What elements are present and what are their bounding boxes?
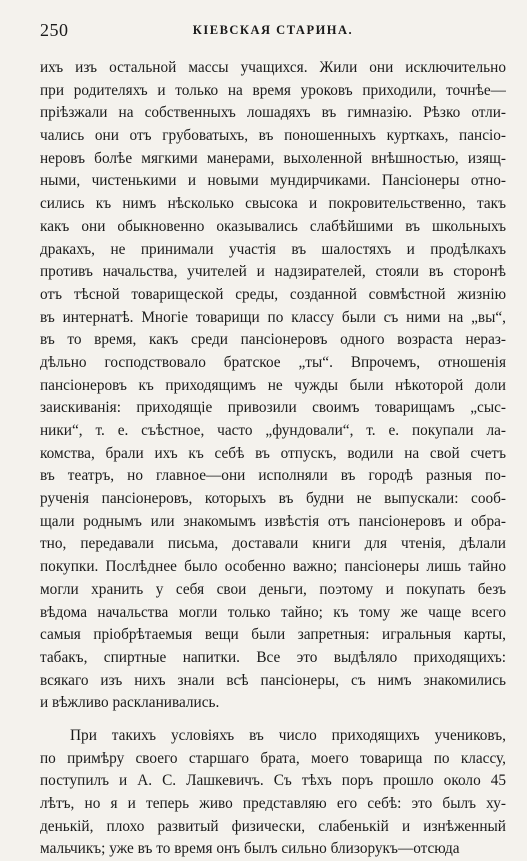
paragraph xyxy=(40,725,506,861)
text-line: табакъ, спиртные напитки. Все это выдѣляло приходящихъ: xyxy=(40,648,506,666)
text-line: дракахъ, не принимали участія въ шалостяхъ и продѣлкахъ xyxy=(40,240,506,258)
text-line: заискиванія: приходящіе привозили своимъ товарищамъ „сыс- xyxy=(40,399,506,417)
text-line: при родителяхъ и только на время уроковъ приходили, точнѣе— xyxy=(40,81,506,99)
text-line: могли хранить у себя свои деньги, поэтому и покупать безъ xyxy=(40,580,506,598)
page-header xyxy=(40,20,506,46)
text-line: пріѣзжали на собственныхъ лошадяхъ въ гимназію. Рѣзко отли- xyxy=(40,104,506,122)
text-line: въ театръ, но главное—они исполняли въ городѣ разныя по- xyxy=(40,467,506,485)
text-line: ихъ изъ остальной массы учащихся. Жили они исключительно xyxy=(40,59,506,76)
text-line: пансіонеровъ къ приходящимъ не чужды были нѣкоторой доли xyxy=(40,376,506,394)
text-line: дѣльно господствовало братское „ты“. Впрочемъ, отношенія xyxy=(40,353,506,371)
text-line: и вѣжливо раскланивались. xyxy=(40,694,220,712)
text-line: отъ тѣсной товарищеской среды, созданной совмѣстной жизнію xyxy=(40,285,506,303)
text-line: въ интернатѣ. Многіе товарищи по классу были съ ними на „вы“, xyxy=(40,308,506,326)
text-line: всякаго изъ нихъ знали всѣ пансіонеры, съ нимъ знакомились xyxy=(40,671,506,689)
text-line: поступилъ и А. С. Лашкевичъ. Съ тѣхъ поръ прошло около 45 xyxy=(40,772,506,790)
text-line: мальчикъ; уже въ то время онъ былъ сильно близорукъ—отсюда xyxy=(40,840,460,858)
paragraph-gap xyxy=(40,715,506,725)
text-line: денькій, плохо развитый физически, слабенькій и изнѣженный xyxy=(40,817,506,835)
text-line: сились къ нимъ нѣсколько свысока и покровительственно, такъ xyxy=(40,195,506,213)
text-line: лѣтъ, но я и теперь живо представляю его себѣ: это былъ ху- xyxy=(40,795,506,812)
text-line: противъ начальства, учителей и надзирателей, стояли въ сторонѣ xyxy=(40,263,506,281)
text-line: въ то время, какъ среди пансіонеровъ одного возраста нераз- xyxy=(40,331,506,349)
text-line: самыя пріобрѣтаемыя вещи были запретныя: игральныя карты, xyxy=(40,626,506,644)
text-line: вѣдома начальства могли только тайно; къ тому же чаще всего xyxy=(40,603,506,621)
text-line: комства, брали ихъ къ себѣ въ отпускъ, водили на свой счетъ xyxy=(40,444,506,462)
text-line: При такихъ условіяхъ въ число приходящихъ учениковъ, xyxy=(70,726,506,744)
text-line: тно, передавали письма, доставали книги для чтенія, дѣлали xyxy=(40,535,506,553)
paragraph xyxy=(40,57,506,715)
body-text xyxy=(40,57,506,861)
text-line: неровъ болѣе мягкими манерами, выхоленной внѣшностью, изящ- xyxy=(40,149,506,167)
running-title: КІЕВСКАЯ СТАРИНА. xyxy=(192,23,354,37)
text-line: ными, чистенькими и новыми мундирчиками. Пансіонеры отно- xyxy=(40,172,506,190)
text-line: какъ они обыкновенно оказывались слабѣйшими въ школьныхъ xyxy=(40,217,506,235)
text-line: чались они отъ грубоватыхъ, въ поношенныхъ курткахъ, пансіо- xyxy=(40,127,506,145)
text-line: покупки. Послѣднее было особенно важно; пансіонеры лишь тайно xyxy=(40,558,506,576)
text-line: ники“, т. е. съѣстное, часто „фундовали“, т. е. покупали ла- xyxy=(40,422,506,439)
page-number: 250 xyxy=(40,20,69,40)
text-line: рученія пансіонеровъ, которыхъ въ будни не выпускали: сооб- xyxy=(40,490,506,508)
text-line: по примѣру своего старшаго брата, моего товарища по классу, xyxy=(40,749,506,767)
text-line: щали роднымъ или знакомымъ извѣстія отъ пансіонеровъ и обра- xyxy=(40,512,506,530)
